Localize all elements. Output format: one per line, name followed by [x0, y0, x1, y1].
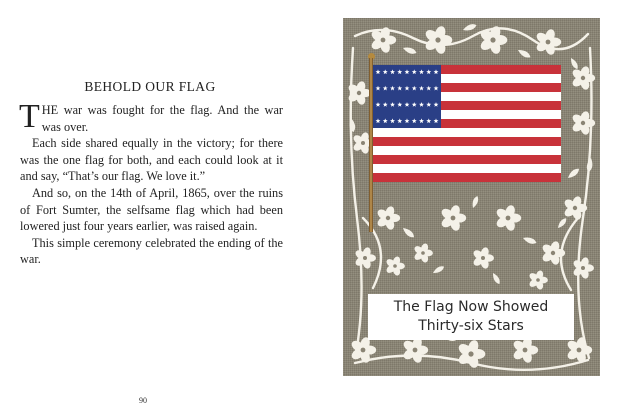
leaf-ornament: [491, 272, 502, 285]
flag-stripe: [373, 137, 561, 146]
page-number: 90: [139, 396, 147, 405]
leaf-ornament: [471, 195, 480, 209]
paragraph-1-text: HE war was fought for the flag. And the war was over.: [41, 103, 283, 134]
leaf-ornament: [556, 217, 568, 230]
flower-ornament: [572, 256, 594, 279]
flag-stripe: [373, 155, 561, 164]
flower-ornament: [528, 270, 548, 291]
flower-ornament: [413, 243, 433, 264]
illustration-caption: [368, 294, 574, 340]
paragraph-3: And so, on the 14th of April, 1865, over the ruins of Fort Sumter, the selfsame flag which had been lowered just four years earlier, was raised again.: [20, 185, 283, 234]
flower-ornament: [512, 336, 539, 364]
leaf-ornament: [402, 45, 417, 55]
flower-ornament: [495, 204, 522, 232]
thirty-six-star-flag: [373, 65, 561, 182]
paragraph-1: [19, 98, 283, 135]
caption-line-2: Thirty-six Stars: [418, 318, 524, 334]
flower-ornament: [535, 28, 562, 56]
leaf-ornament: [517, 48, 532, 60]
flower-ornament: [402, 336, 429, 364]
drop-cap: T: [19, 98, 40, 135]
paragraph-4: This simple ceremony celebrated the ending of the war.: [20, 235, 283, 267]
flower-ornament: [385, 256, 405, 277]
leaf-ornament: [566, 167, 581, 180]
flag-stripe: [373, 146, 561, 155]
flag-stripe: [373, 164, 561, 173]
page-heading: BEHOLD OUR FLAG: [84, 79, 216, 94]
leaf-ornament: [522, 235, 537, 245]
flag-illustration-page: [343, 18, 600, 376]
flag-stripe: [373, 173, 561, 182]
flower-ornament: [354, 246, 376, 269]
leaf-ornament: [586, 158, 594, 173]
left-page: [0, 0, 300, 413]
flower-ornament: [472, 246, 494, 269]
leaf-ornament: [432, 265, 445, 276]
flower-ornament: [440, 204, 467, 232]
leaf-ornament: [348, 118, 356, 133]
body-text: [19, 98, 283, 268]
leaf-ornament: [462, 23, 477, 33]
leaf-ornament: [569, 57, 580, 70]
paragraph-2: Each side shared equally in the victory; for there was the one flag for both, and each could look at it and say, “That’s our flag. We love it.”: [20, 136, 283, 184]
flower-ornament: [424, 25, 453, 55]
caption-line-1: The Flag Now Showed: [393, 299, 549, 315]
leaf-ornament: [401, 226, 416, 239]
flag-stripe: [373, 128, 561, 137]
flower-ornament: [376, 205, 400, 231]
